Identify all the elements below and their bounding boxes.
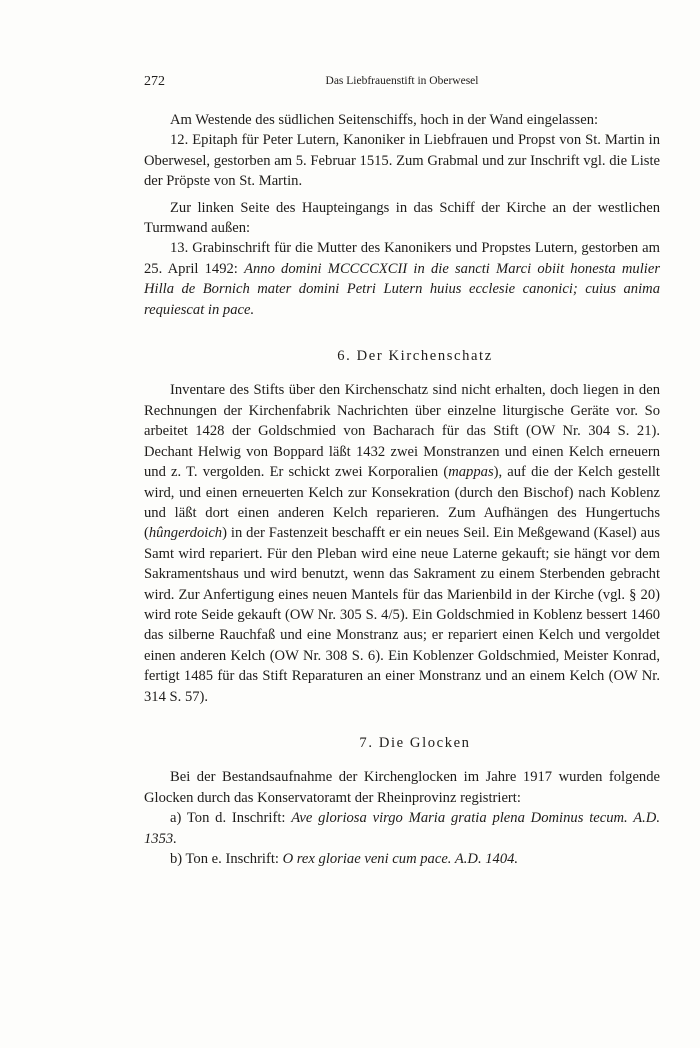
glocke-a-label: a) Ton d. Inschrift: (170, 810, 292, 827)
running-title: Das Liebfrauenstift in Oberwesel (325, 75, 479, 87)
kirchenschatz-text-c: ) in der Fastenzeit beschafft er ein neues Seil. Ein Meßgewand (Kasel) aus Samt wird repariert. Für den Pleban wird eine neue Laterne gekauft; sie hängt vor dem Sakramentshaus und wird benutzt, wenn das Sakrament zu einem Sterbenden gebracht wird. Zur Anfertigung eines neuen Mantels für das Marienbild in der Kirche (vgl. § 20) wird rote Seide gekauft (OW Nr. 305 S. 4/5). Ein Goldschmied in Koblenz bessert 1460 das silberne Rauchfaß und eine Monstranz aus; er repariert einen Kelch und vergoldet einen anderen Kelch (OW Nr. 308 S. 6). Ein Koblenzer Goldschmied, Meister Konrad, fertigt 1485 für das Stift Reparaturen an einer Monstranz und an einem Kelch (OW Nr. 314 S. 57). (144, 525, 660, 705)
kirchenschatz-term-hungerdoich: hûngerdoich (148, 525, 223, 542)
kirchenschatz-text-a: Inventare des Stifts über den Kirchenschatz sind nicht erhalten, doch liegen in den Rechnungen der Kirchenfabrik Nachrichten über einzelne liturgische Geräte vor. So arbeitet 1428 der Goldschmied von Bacharach für das Stift (OW Nr. 304 S. 21). Dechant Helwig von Boppard läßt 1432 zwei Monstranzen und einen Kelch erneuern und z. T. vergolden. Er schickt zwei Korporalien ( (144, 382, 660, 481)
glocke-a-inscription: Ave gloriosa virgo Maria gratia plena Dominus tecum. A.D. 1353. (144, 810, 660, 847)
paragraph-glocke-b (144, 849, 660, 869)
section-heading-glocken: 7. Die Glocken (359, 734, 471, 751)
body-text (144, 110, 660, 869)
kirchenschatz-term-mappas: mappas (448, 464, 494, 481)
paragraph-grabinschrift-13 (144, 238, 660, 320)
grabinschrift-latin: Anno domini MCCCCXCII in die sancti Marci obiit honesta mulier Hilla de Bornich mater domini Petri Lutern huius ecclesie canonici; cuius anima requiescat in pace. (144, 260, 660, 318)
page-header (144, 74, 660, 94)
paragraph-glocken-intro: Bei der Bestandsaufnahme der Kirchenglocken im Jahre 1917 wurden folgende Glocken durch das Konservatoramt der Rheinprovinz registriert: (144, 769, 660, 806)
grabinschrift-text: 13. Grabinschrift für die Mutter des Kanonikers und Propstes Lutern, gestorben am 25. April 1492: (144, 240, 660, 277)
paragraph-kirchenschatz (144, 380, 660, 707)
glocke-b-label: b) Ton e. Inschrift: (170, 851, 283, 867)
kirchenschatz-text-b: ), auf die der Kelch gestellt wird, und einen erneuerten Kelch zur Konsekration (durch den Bischof) nach Koblenz und läßt dort einen anderen Kelch reparieren. Zum Aufhängen des Hungertuchs ( (144, 464, 660, 542)
section-heading-kirchenschatz: 6. Der Kirchenschatz (337, 348, 493, 365)
paragraph-glocke-a (144, 808, 660, 849)
glocke-b-inscription: O rex gloriae veni cum pace. A.D. 1404. (282, 851, 519, 867)
paragraph-haupteingang: Zur linken Seite des Haupteingangs in das Schiff der Kirche an der westlichen Turmwand außen: (144, 199, 660, 237)
paragraph-westende: Am Westende des südlichen Seitenschiffs, hoch in der Wand eingelassen: (170, 112, 599, 128)
page-number: 272 (144, 74, 165, 89)
paragraph-epitaph-12: 12. Epitaph für Peter Lutern, Kanoniker in Liebfrauen und Propst von St. Martin in Oberwesel, gestorben am 5. Februar 1515. Zum Grabmal und zur Inschrift vgl. die Liste der Pröpste von St. Martin. (144, 132, 660, 190)
